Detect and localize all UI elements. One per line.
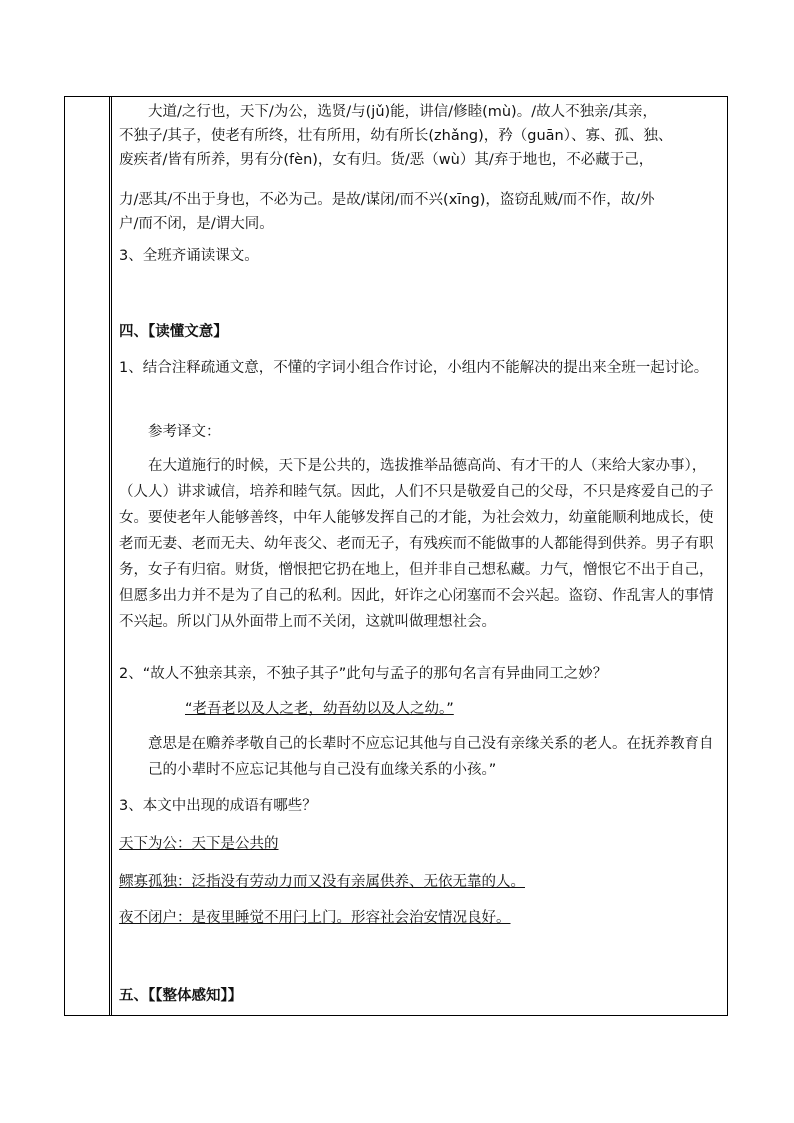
recitation-line: 大道/之行也，天下/为公，选贤/与(jǔ)能，讲信/修睦(mù)。/故人不独亲/其亲， (148, 104, 657, 120)
recitation-line: 力/恶其/不出于身也，不必为己。是故/谋闭/而不兴(xīng)，盗窃乱贼/而不作，故/外 (119, 192, 655, 208)
question-text: 1、结合注释疏通文意，不懂的字词小组合作讨论，小组内不能解决的提出来全班一起讨论。 (119, 360, 709, 376)
translation-paragraph: 在大道施行的时候，天下是公共的，选拔推举品德高尚、有才干的人（来给大家办事），（人人）讲求诚信，培养和睦气氛。因此，人们不只是敬爱自己的父母，不只是疼爱自己的子女。要使老年人能够善终，中年人能够发挥自己的才能，为社会效力，幼童能顺利地成长，使老而无妻、老而无夫、幼年丧父、老而无子，有残疾而不能做事的人都能得到供养。男子有职务，女子有归宿。财货，憎恨把它扔在地上，但并非自己想私藏。力气，憎恨它不出于自己，但愿多出力并不是为了自己的私利。因此，奸诈之心闭塞而不会兴起。盗窃、作乱害人的事情不兴起。所以门从外面带上而不关闭，这就叫做理想社会。 (119, 458, 714, 630)
quote-text: “老吾老以及人之老，幼吾幼以及人之幼。” (185, 701, 454, 717)
recitation-line: 不独子/其子，使老有所终，壮有所用，幼有所长(zhǎng)，矜（guān）、寡、孤、独、 (119, 128, 673, 144)
column-divider (109, 97, 110, 1015)
idiom-item: 夜不闭户：是夜里睡觉不用闩上门。形容社会治安情况良好。 (119, 910, 511, 926)
recitation-line: 户/而不闭，是/谓大同。 (119, 216, 274, 232)
recitation-line: 废疾者/皆有所养，男有分(fèn)，女有归。货/恶（wù）其/弃于地也，不必藏于己， (119, 152, 654, 168)
section-heading: 四、【读懂文意】 (119, 324, 228, 340)
step-text: 3、全班齐诵读课文。 (119, 248, 259, 264)
question-text: 2、“故人不独亲其亲，不独子其子”此句与孟子的那句名言有异曲同工之妙？ (119, 666, 608, 682)
lesson-table (64, 96, 728, 1016)
idiom-item: 鳏寡孤独：泛指没有劳动力而又没有亲属供养、无依无靠的人。 (119, 874, 525, 890)
section-heading: 五、【【整体感知】】 (119, 988, 243, 1004)
question-text: 3、本文中出现的成语有哪些？ (119, 798, 317, 814)
column-divider-inner (111, 97, 112, 1015)
reference-label: 参考译文： (148, 424, 221, 440)
meaning-text: 意思是在赡养孝敬自己的长辈时不应忘记其他与自己没有亲缘关系的老人。在抚养教育自己的小辈时不应忘记其他与自己没有血缘关系的小孩。” (148, 736, 714, 778)
idiom-item: 天下为公：天下是公共的 (119, 836, 279, 852)
